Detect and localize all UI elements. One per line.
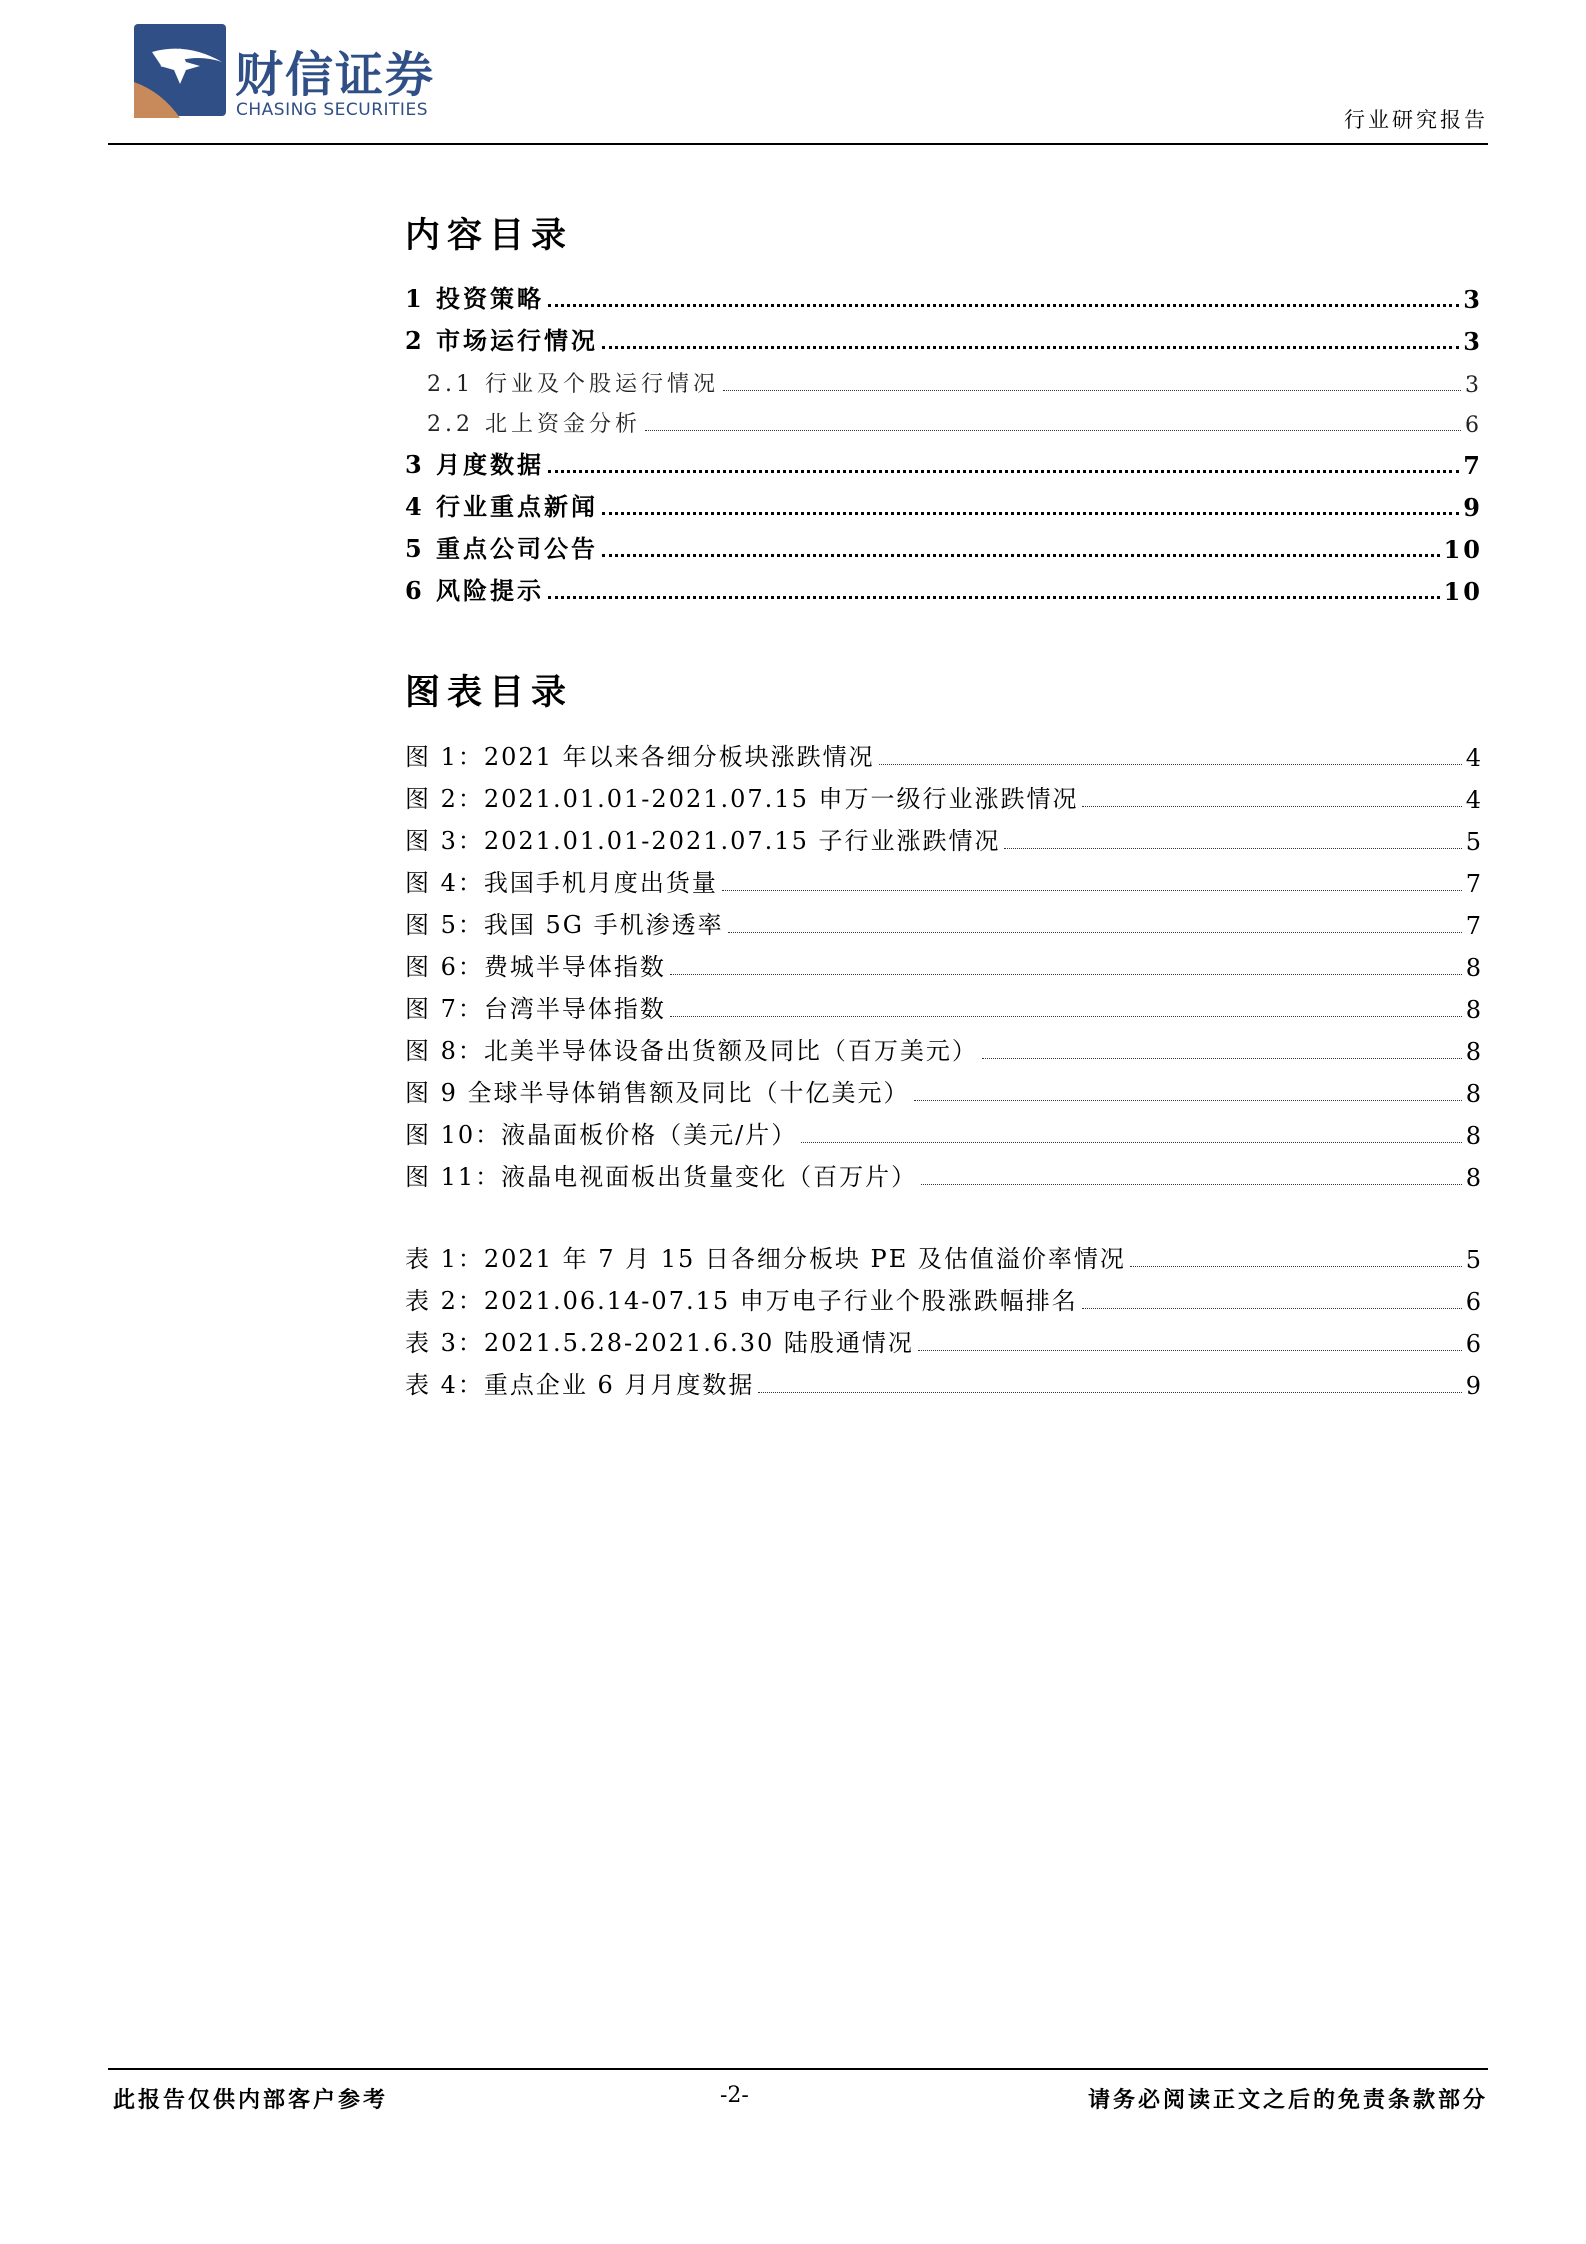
toc-entry[interactable] bbox=[405, 446, 1483, 480]
figure-entry-label: 图 11：液晶电视面板出货量变化（百万片） bbox=[405, 1163, 918, 1191]
document-type: 行业研究报告 bbox=[1344, 108, 1488, 132]
table-entry-label: 表 1：2021 年 7 月 15 日各细分板块 PE 及估值溢价率情况 bbox=[405, 1245, 1126, 1273]
toc-entry-page: 7 bbox=[1463, 451, 1483, 480]
figure-entry-label: 图 3：2021.01.01-2021.07.15 子行业涨跌情况 bbox=[405, 827, 1001, 855]
toc-entry-page: 10 bbox=[1443, 577, 1483, 606]
footer-divider bbox=[108, 2068, 1488, 2070]
figure-entry[interactable] bbox=[405, 1032, 1483, 1066]
header-divider bbox=[108, 143, 1488, 145]
table-entry-label: 表 3：2021.5.28-2021.6.30 陆股通情况 bbox=[405, 1329, 914, 1357]
figure-entry-label: 图 9 全球半导体销售额及同比（十亿美元） bbox=[405, 1079, 910, 1107]
figure-entry-page: 8 bbox=[1465, 1080, 1483, 1108]
dot-leader bbox=[548, 304, 1459, 307]
dot-leader bbox=[670, 1016, 1462, 1017]
dot-leader bbox=[548, 470, 1459, 473]
dot-leader bbox=[918, 1350, 1462, 1351]
figure-entry-page: 8 bbox=[1465, 1122, 1483, 1150]
footer-notice: 请务必阅读正文之后的免责条款部分 bbox=[1087, 2087, 1488, 2113]
toc-entry[interactable] bbox=[405, 322, 1483, 356]
toc-entry[interactable] bbox=[405, 530, 1483, 564]
toc-entry-label: 2.2 北上资金分析 bbox=[427, 412, 641, 437]
dot-leader bbox=[602, 512, 1459, 515]
toc-entry-page: 9 bbox=[1463, 493, 1483, 522]
figure-entry-page: 7 bbox=[1465, 912, 1483, 940]
dot-leader bbox=[1004, 848, 1461, 849]
page-number: -2- bbox=[720, 2083, 749, 2108]
figure-entry-label: 图 2：2021.01.01-2021.07.15 申万一级行业涨跌情况 bbox=[405, 785, 1079, 813]
figure-entry[interactable] bbox=[405, 990, 1483, 1024]
toc-title: 内容目录 bbox=[405, 216, 574, 256]
figures-title: 图表目录 bbox=[405, 673, 574, 713]
page-header bbox=[0, 0, 1586, 150]
dot-leader bbox=[548, 596, 1440, 599]
figure-entry-page: 8 bbox=[1465, 1164, 1483, 1192]
company-name-cn: 财信证券 bbox=[235, 47, 436, 103]
dot-leader bbox=[602, 346, 1459, 349]
figure-entry-page: 8 bbox=[1465, 1038, 1483, 1066]
toc-entry[interactable] bbox=[405, 280, 1483, 314]
figure-entry[interactable] bbox=[405, 1074, 1483, 1108]
figure-entry[interactable] bbox=[405, 948, 1483, 982]
figure-entry[interactable] bbox=[405, 864, 1483, 898]
figure-entry-label: 图 4：我国手机月度出货量 bbox=[405, 869, 718, 897]
table-entry[interactable] bbox=[405, 1324, 1483, 1358]
dot-leader bbox=[1082, 1308, 1462, 1309]
figure-entry[interactable] bbox=[405, 780, 1483, 814]
toc-entry-label: 4 行业重点新闻 bbox=[405, 492, 599, 521]
dot-leader bbox=[670, 974, 1462, 975]
dot-leader bbox=[723, 390, 1461, 391]
figure-entry-label: 图 6：费城半导体指数 bbox=[405, 953, 666, 981]
dot-leader bbox=[879, 764, 1462, 765]
dot-leader bbox=[1130, 1266, 1462, 1267]
dot-leader bbox=[801, 1142, 1461, 1143]
toc-entry[interactable] bbox=[405, 488, 1483, 522]
figure-entry-label: 图 7：台湾半导体指数 bbox=[405, 995, 666, 1023]
dot-leader bbox=[921, 1184, 1462, 1185]
toc-entry-label: 1 投资策略 bbox=[405, 284, 545, 313]
table-entry-page: 9 bbox=[1465, 1372, 1483, 1400]
figure-entry-page: 7 bbox=[1465, 870, 1483, 898]
dot-leader bbox=[645, 430, 1461, 431]
figure-entry[interactable] bbox=[405, 822, 1483, 856]
toc-entry-label: 3 月度数据 bbox=[405, 450, 545, 479]
toc-entry[interactable] bbox=[405, 404, 1483, 438]
dot-leader bbox=[1082, 806, 1461, 807]
table-entry-label: 表 2：2021.06.14-07.15 申万电子行业个股涨跌幅排名 bbox=[405, 1287, 1078, 1315]
figure-entry-page: 4 bbox=[1465, 786, 1483, 814]
toc-entry-label: 5 重点公司公告 bbox=[405, 534, 599, 563]
figure-entry[interactable] bbox=[405, 1158, 1483, 1192]
figure-entry-page: 8 bbox=[1465, 954, 1483, 982]
table-entry[interactable] bbox=[405, 1282, 1483, 1316]
dot-leader bbox=[914, 1100, 1462, 1101]
toc-entry-page: 3 bbox=[1463, 285, 1483, 314]
footer-disclaimer: 此报告仅供内部客户参考 bbox=[113, 2087, 389, 2113]
toc-entry-label: 6 风险提示 bbox=[405, 576, 545, 605]
company-name-en: CHASING SECURITIES bbox=[236, 100, 428, 120]
figure-entry-page: 8 bbox=[1465, 996, 1483, 1024]
dot-leader bbox=[982, 1058, 1462, 1059]
figure-entry-label: 图 5：我国 5G 手机渗透率 bbox=[405, 911, 724, 939]
toc-entry[interactable] bbox=[405, 572, 1483, 606]
figure-entry-page: 5 bbox=[1465, 828, 1483, 856]
figure-entry-label: 图 8：北美半导体设备出货额及同比（百万美元） bbox=[405, 1037, 978, 1065]
table-entry-label: 表 4：重点企业 6 月月度数据 bbox=[405, 1371, 755, 1399]
figure-entry[interactable] bbox=[405, 1116, 1483, 1150]
dot-leader bbox=[722, 890, 1462, 891]
toc-entry-label: 2.1 行业及个股运行情况 bbox=[427, 372, 719, 397]
dot-leader bbox=[758, 1392, 1461, 1393]
toc-entry-page: 3 bbox=[1463, 327, 1483, 356]
company-logo bbox=[132, 22, 436, 122]
toc-entry[interactable] bbox=[405, 364, 1483, 398]
company-logo-icon bbox=[132, 22, 228, 118]
figure-entry-page: 4 bbox=[1465, 744, 1483, 772]
toc-entry-page: 10 bbox=[1443, 535, 1483, 564]
table-entry-page: 6 bbox=[1465, 1330, 1483, 1358]
figure-entry-label: 图 10：液晶面板价格（美元/片） bbox=[405, 1121, 798, 1149]
toc-entry-label: 2 市场运行情况 bbox=[405, 326, 599, 355]
table-entry[interactable] bbox=[405, 1240, 1483, 1274]
toc-entry-page: 6 bbox=[1465, 413, 1483, 438]
figure-entry[interactable] bbox=[405, 738, 1483, 772]
toc-entry-page: 3 bbox=[1465, 373, 1483, 398]
table-entry[interactable] bbox=[405, 1366, 1483, 1400]
dot-leader bbox=[728, 932, 1462, 933]
figure-entry-label: 图 1：2021 年以来各细分板块涨跌情况 bbox=[405, 743, 875, 771]
dot-leader bbox=[602, 554, 1440, 557]
figure-entry[interactable] bbox=[405, 906, 1483, 940]
table-entry-page: 6 bbox=[1465, 1288, 1483, 1316]
table-entry-page: 5 bbox=[1465, 1246, 1483, 1274]
